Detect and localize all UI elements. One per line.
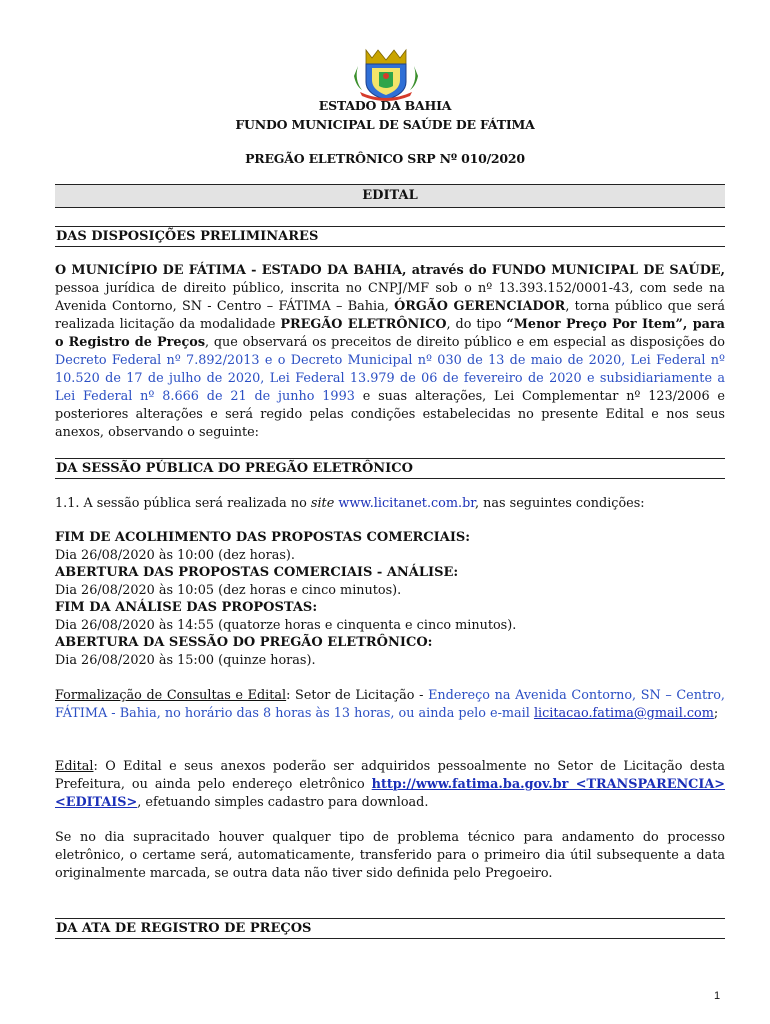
schedule-value-4: Dia 26/08/2020 às 15:00 (quinze horas). — [55, 653, 316, 668]
email-link[interactable]: licitacao.fatima@gmail.com — [533, 706, 714, 721]
schedule-label-4: ABERTURA DA SESSÃO DO PREGÃO ELETRÔNICO: — [55, 635, 433, 650]
page-number: 1 — [714, 990, 721, 1002]
intro-pregao: PREGÃO ELETRÔNICO — [280, 317, 447, 332]
fund-title: FUNDO MUNICIPAL DE SAÚDE DE FÁTIMA — [235, 117, 535, 132]
formalizacao-label: Formalização de Consultas e Edital — [55, 688, 287, 703]
intro-text-4: , que observará os preceitos de direito público e em especial as disposições do — [205, 335, 725, 350]
edital-paragraph — [55, 758, 725, 812]
section-heading-sessao: DA SESSÃO PÚBLICA DO PREGÃO ELETRÔNICO — [55, 458, 725, 479]
state-title: ESTADO DA BAHIA — [318, 98, 452, 113]
intro-text-1: pessoa jurídica de direito público, inscrita no CNPJ/MF sob o nº 13.393.152/0001-43, com sede na Avenida Contorno, SN - Centro – FÁTIMA – Bahia, — [55, 281, 725, 314]
pregao-title: PREGÃO ELETRÔNICO SRP Nº 010/2020 — [245, 151, 525, 166]
section-heading-ata: DA ATA DE REGISTRO DE PREÇOS — [55, 918, 725, 939]
section-heading-preliminares: DAS DISPOSIÇÕES PRELIMINARES — [55, 226, 725, 247]
fatima-website-link[interactable]: http://www.fatima.ba.gov.br <TRANSPARENCIA> <EDITAIS> — [55, 777, 726, 810]
formalizacao-address: Endereço na Avenida Contorno, SN – Centro, FÁTIMA - Bahia, no horário das 8 horas às 13 horas, ou ainda pelo e-mail — [55, 688, 725, 721]
formalizacao-paragraph — [55, 687, 725, 723]
formalizacao-end: ; — [713, 706, 719, 721]
edital-heading-bar: EDITAL — [55, 184, 725, 208]
edital-text-end: , efetuando simples cadastro para download. — [137, 795, 429, 810]
schedule-value-2: Dia 26/08/2020 às 10:05 (dez horas e cinco minutos). — [55, 583, 402, 598]
schedule-label-1: FIM DE ACOLHIMENTO DAS PROPOSTAS COMERCIAIS: — [55, 530, 471, 545]
intro-text-5: e suas alterações, Lei Complementar nº 123/2006 e posteriores alterações e será regido pelas condições estabelecidas no presente Edital e nos seus anexos, observando o seguinte: — [55, 389, 725, 440]
schedule-value-1: Dia 26/08/2020 às 10:00 (dez horas). — [55, 548, 295, 563]
schedule-label-2: ABERTURA DAS PROPOSTAS COMERCIAIS - ANÁLISE: — [55, 565, 459, 580]
edital-label: Edital — [55, 759, 94, 774]
municipal-crest-logo — [352, 46, 420, 102]
intro-tipo: “Menor Preço Por Item”, para o Registro de Preços — [55, 317, 725, 350]
licitanet-link[interactable]: www.licitanet.com.br — [338, 496, 475, 511]
sessao-site-word: site — [310, 496, 335, 511]
intro-paragraph — [55, 262, 725, 442]
schedule-label-3: FIM DA ANÁLISE DAS PROPOSTAS: — [55, 600, 318, 615]
schedule-value-3: Dia 26/08/2020 às 14:55 (quatorze horas e cinquenta e cinco minutos). — [55, 618, 517, 633]
formalizacao-text: : Setor de Licitação - — [286, 688, 429, 703]
sessao-text-end: , nas seguintes condições: — [475, 496, 645, 511]
sessao-paragraph — [55, 495, 725, 513]
problema-paragraph: Se no dia supracitado houver qualquer tipo de problema técnico para andamento do processo eletrônico, o certame será, automaticamente, transferido para o primeiro dia útil subsequente a data originalmente marcada, se outra data não tiver sido definida pelo Pregoeiro. — [55, 830, 725, 881]
edital-text: : O Edital e seus anexos poderão ser adquiridos pessoalmente no Setor de Licitação desta Prefeitura, ou ainda pelo endereço eletrônico — [55, 759, 725, 792]
intro-text-3: , do tipo — [446, 317, 507, 332]
intro-municipio: O MUNICÍPIO DE FÁTIMA - ESTADO DA BAHIA, através do FUNDO MUNICIPAL DE SAÚDE, — [55, 263, 725, 278]
intro-orgao: ÓRGÃO GERENCIADOR — [394, 299, 566, 314]
sessao-text: 1.1. A sessão pública será realizada no — [55, 496, 311, 511]
intro-legal-refs: Decreto Federal nº 7.892/2013 e o Decreto Municipal nº 030 de 13 de maio de 2020, Lei Federal nº 10.520 de 17 de julho de 2020, Lei Federal 13.979 de 06 de fevereiro de 2020 e subsidiariamente a Lei Federal nº 8.666 de 21 de junho 1993 — [55, 353, 725, 404]
intro-text-2: , torna público que será realizada licitação da modalidade — [55, 299, 725, 332]
